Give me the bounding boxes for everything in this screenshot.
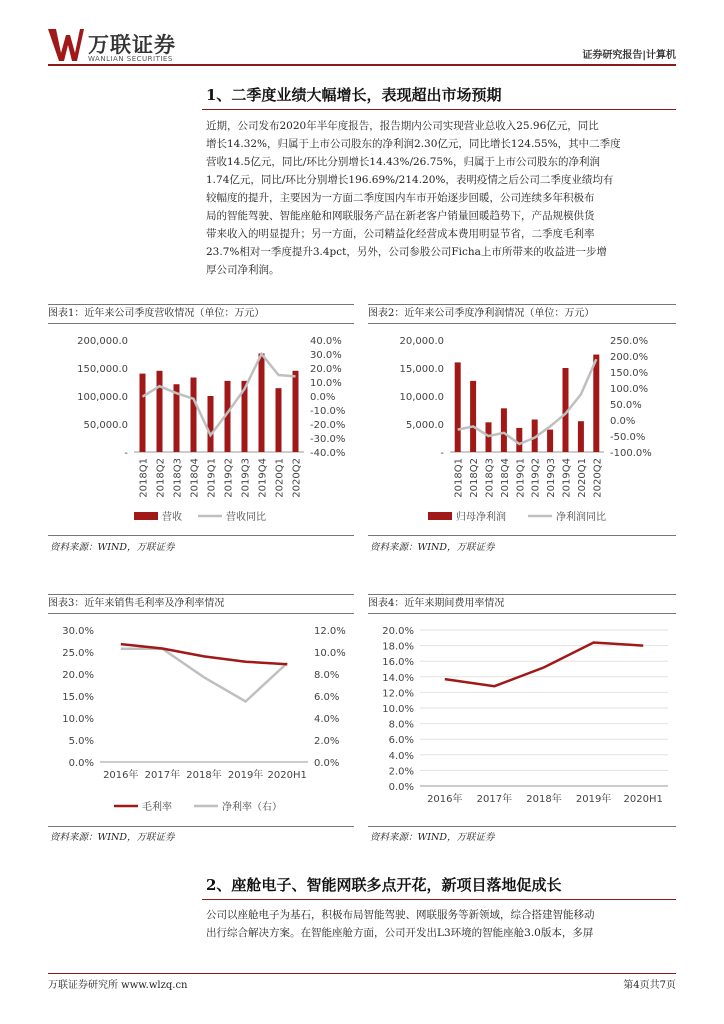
- figure-3-source-divider: [48, 826, 354, 827]
- x-axis-tick-label: 2017年: [144, 770, 181, 781]
- x-axis-tick-label: 2017年: [476, 794, 513, 805]
- right-axis-tick-label: 40.0%: [310, 336, 342, 347]
- left-axis-tick-label: 8.0%: [388, 719, 414, 731]
- right-axis-tick-label: 10.0%: [314, 648, 346, 659]
- legend-swatch-bar: [134, 512, 158, 520]
- section-1-title: 1、二季度业绩大幅增长，表现超出市场预期: [206, 86, 502, 104]
- left-axis-tick-label: 20,000.0: [399, 336, 444, 347]
- left-axis-tick-label: 100,000.0: [77, 392, 128, 403]
- legend-label: 毛利率: [142, 802, 172, 813]
- left-axis-tick-label: 150,000.0: [77, 364, 128, 375]
- x-axis-tick-label: 2018Q1: [138, 458, 150, 498]
- left-axis-tick-label: 200,000.0: [77, 336, 128, 347]
- figure-1-title: 图表1：近年来公司季度营收情况（单位：万元）: [48, 304, 354, 324]
- left-axis-tick-label: -: [440, 448, 444, 459]
- figure-2-title: 图表2：近年来公司季度净利润情况（单位：万元）: [368, 304, 676, 324]
- x-axis-tick-label: 2019Q1: [515, 458, 527, 498]
- legend-label: 净利率（右）: [222, 802, 282, 813]
- right-axis-tick-label: 250.0%: [610, 336, 649, 347]
- right-axis-tick-label: 2.0%: [314, 736, 340, 747]
- figure-3-source: 资料来源：WIND，万联证券: [50, 832, 175, 843]
- series-line: [143, 354, 296, 435]
- body-line: 营收14.5亿元，同比/环比分别增长14.43%/26.75%，归属于上市公司股东的净利润: [206, 156, 601, 168]
- left-axis-tick-label: -: [124, 448, 128, 459]
- x-axis-tick-label: 2019年: [575, 794, 612, 805]
- left-axis-tick-label: 10.0%: [382, 704, 414, 715]
- x-axis-tick-label: 2018Q2: [155, 458, 167, 498]
- body-line: 公司以座舱电子为基石，积极布局智能驾驶、网联服务等新领域，综合搭建智能移动: [206, 909, 595, 921]
- x-axis-tick-label: 2018Q2: [469, 458, 481, 498]
- right-axis-tick-label: -30.0%: [310, 434, 346, 445]
- bar: [516, 428, 522, 452]
- x-axis-tick-label: 2019Q3: [240, 458, 252, 498]
- figure-2-source-divider: [368, 535, 676, 536]
- legend-label: 净利润同比: [556, 512, 606, 523]
- right-axis-tick-label: 4.0%: [314, 714, 340, 725]
- left-axis-tick-label: 5.0%: [68, 736, 94, 747]
- left-axis-tick-label: 5,000.0: [405, 420, 444, 431]
- right-axis-tick-label: 12.0%: [314, 626, 346, 637]
- left-axis-tick-label: 2.0%: [388, 766, 414, 778]
- body-line: 局的智能驾驶、智能座舱和网联服务产品在新老客户销量回暖趋势下，产品规模供货: [206, 210, 595, 222]
- margin-chart: [48, 620, 354, 820]
- section-1-body: [206, 117, 672, 279]
- revenue-chart: [48, 330, 354, 526]
- left-axis-tick-label: 12.0%: [382, 688, 414, 700]
- x-axis-tick-label: 2018年: [526, 794, 562, 805]
- figure-4-source: 资料来源：WIND，万联证券: [370, 832, 495, 843]
- section-2-body: [206, 906, 672, 942]
- left-axis-tick-label: 4.0%: [388, 750, 414, 762]
- x-axis-tick-label: 2018Q1: [453, 458, 465, 498]
- x-axis-tick-label: 2016年: [103, 770, 139, 781]
- legend-label: 营收同比: [226, 512, 266, 523]
- body-line: 近期，公司发布2020年半年度报告，报告期内公司实现营业总收入25.96亿元，同比: [206, 120, 599, 132]
- page-header: [0, 0, 724, 70]
- right-axis-tick-label: 10.0%: [310, 378, 342, 389]
- left-axis-tick-label: 16.0%: [382, 657, 414, 669]
- right-axis-tick-label: 200.0%: [610, 352, 649, 363]
- x-axis-tick-label: 2020Q2: [291, 458, 303, 498]
- page-number: 第4页共7页: [623, 980, 676, 991]
- x-axis-tick-label: 2019Q4: [257, 458, 269, 498]
- bar: [157, 371, 163, 452]
- left-axis-tick-label: 30.0%: [62, 626, 94, 637]
- figure-1-source: 资料来源：WIND，万联证券: [50, 542, 175, 553]
- right-axis-tick-label: -100.0%: [610, 448, 652, 459]
- x-axis-tick-label: 2018年: [186, 770, 222, 781]
- left-axis-tick-label: 6.0%: [388, 735, 414, 747]
- figure-4-title: 图表4：近年来期间费用率情况: [368, 594, 676, 614]
- legend-label: 营收: [162, 512, 182, 523]
- right-axis-tick-label: -50.0%: [610, 432, 646, 443]
- body-line: 厚公司净利润。: [206, 264, 280, 276]
- section-2-divider: [202, 899, 676, 900]
- x-axis-tick-label: 2018Q3: [172, 458, 184, 498]
- bar: [501, 408, 507, 452]
- right-axis-tick-label: -10.0%: [310, 406, 346, 417]
- legend-swatch-bar: [428, 512, 452, 520]
- left-axis-tick-label: 0.0%: [68, 758, 94, 769]
- right-axis-tick-label: 20.0%: [310, 364, 342, 375]
- left-axis-tick-label: 10,000.0: [399, 392, 444, 403]
- right-axis-tick-label: 30.0%: [310, 350, 342, 361]
- body-line: 出行综合解决方案。在智能座舱方面，公司开发出L3环境的智能座舱3.0版本，多屏: [206, 927, 594, 939]
- figure-2-source: 资料来源：WIND，万联证券: [370, 542, 495, 553]
- brand-name-en: WANLIAN SECURITIES: [88, 55, 173, 63]
- left-axis-tick-label: 18.0%: [382, 641, 414, 653]
- bar: [293, 371, 299, 452]
- bar: [208, 396, 214, 452]
- x-axis-tick-label: 2018Q4: [189, 458, 201, 498]
- header-divider: [48, 64, 676, 66]
- body-line: 较幅度的提升，主要因为一方面二季度国内车市开始逐步回暖，公司连续多年积极布: [206, 192, 595, 204]
- x-axis-tick-label: 2020H1: [623, 794, 663, 805]
- bar: [578, 421, 584, 452]
- bar: [276, 388, 282, 452]
- left-axis-tick-label: 50,000.0: [83, 420, 128, 431]
- x-axis-tick-label: 2019年: [227, 770, 264, 781]
- section-1-divider: [202, 109, 676, 110]
- left-axis-tick-label: 25.0%: [62, 648, 94, 659]
- bar: [470, 381, 476, 452]
- bar: [593, 355, 599, 452]
- left-axis-tick-label: 20.0%: [382, 626, 414, 637]
- body-line: 1.74亿元，同比/环比分别增长196.69%/214.20%，表明疫情之后公司二季度业绩均有: [206, 174, 614, 186]
- net-profit-chart: [368, 330, 676, 526]
- right-axis-tick-label: 150.0%: [610, 368, 649, 379]
- logo-mark-icon: [48, 27, 84, 63]
- bar: [140, 374, 146, 452]
- footer-website: 万联证券研究所 www.wlzq.cn: [48, 980, 188, 991]
- x-axis-tick-label: 2020Q1: [576, 458, 588, 498]
- x-axis-tick-label: 2019Q2: [530, 458, 542, 498]
- right-axis-tick-label: -20.0%: [310, 420, 346, 431]
- body-line: 23.7%相对一季度提升3.4pct，另外，公司参股公司Ficha上市所带来的收益进一步增: [206, 246, 607, 258]
- legend-label: 归母净利润: [456, 512, 506, 523]
- x-axis-tick-label: 2018Q3: [484, 458, 496, 498]
- body-line: 增长14.32%，归属于上市公司股东的净利润2.30亿元，同比增长124.55%，其中二季度: [206, 138, 621, 150]
- series-line: [458, 359, 597, 444]
- left-axis-tick-label: 10.0%: [62, 714, 94, 725]
- series-line: [445, 643, 643, 687]
- x-axis-tick-label: 2019Q2: [223, 458, 235, 498]
- x-axis-tick-label: 2016年: [427, 794, 463, 805]
- x-axis-tick-label: 2020Q2: [592, 458, 604, 498]
- right-axis-tick-label: -40.0%: [310, 448, 346, 459]
- x-axis-tick-label: 2020Q1: [274, 458, 286, 498]
- bar: [191, 378, 197, 452]
- right-axis-tick-label: 0.0%: [610, 416, 636, 427]
- right-axis-tick-label: 0.0%: [310, 392, 336, 403]
- x-axis-tick-label: 2019Q1: [206, 458, 218, 498]
- footer-divider: [48, 973, 676, 974]
- left-axis-tick-label: 0.0%: [388, 782, 414, 793]
- right-axis-tick-label: 8.0%: [314, 670, 340, 681]
- bar: [547, 430, 553, 452]
- brand-name-cn: 万联证券: [88, 33, 176, 57]
- x-axis-tick-label: 2018Q4: [499, 458, 511, 498]
- right-axis-tick-label: 100.0%: [610, 384, 649, 395]
- figure-4-source-divider: [368, 826, 676, 827]
- right-axis-tick-label: 0.0%: [314, 758, 340, 769]
- section-2-title: 2、座舱电子、智能网联多点开花，新项目落地促成长: [206, 876, 562, 894]
- x-axis-tick-label: 2019Q3: [546, 458, 558, 498]
- brand-logo: [48, 27, 193, 67]
- figure-1-source-divider: [48, 535, 354, 536]
- report-category: 证券研究报告|计算机: [582, 50, 676, 61]
- left-axis-tick-label: 15,000.0: [399, 364, 444, 375]
- left-axis-tick-label: 20.0%: [62, 670, 94, 681]
- right-axis-tick-label: 50.0%: [610, 400, 642, 411]
- x-axis-tick-label: 2019Q4: [561, 458, 573, 498]
- bar: [455, 362, 461, 452]
- left-axis-tick-label: 15.0%: [62, 692, 94, 703]
- left-axis-tick-label: 14.0%: [382, 672, 414, 684]
- bar: [259, 353, 265, 452]
- series-line: [121, 644, 287, 664]
- right-axis-tick-label: 6.0%: [314, 692, 340, 703]
- expense-ratio-chart: [368, 620, 676, 820]
- x-axis-tick-label: 2020H1: [267, 770, 307, 781]
- body-line: 带来收入的明显提升；另一方面，公司精益化经营成本费用明显节省，二季度毛利率: [206, 228, 595, 240]
- figure-3-title: 图表3：近年来销售毛利率及净利率情况: [48, 594, 354, 614]
